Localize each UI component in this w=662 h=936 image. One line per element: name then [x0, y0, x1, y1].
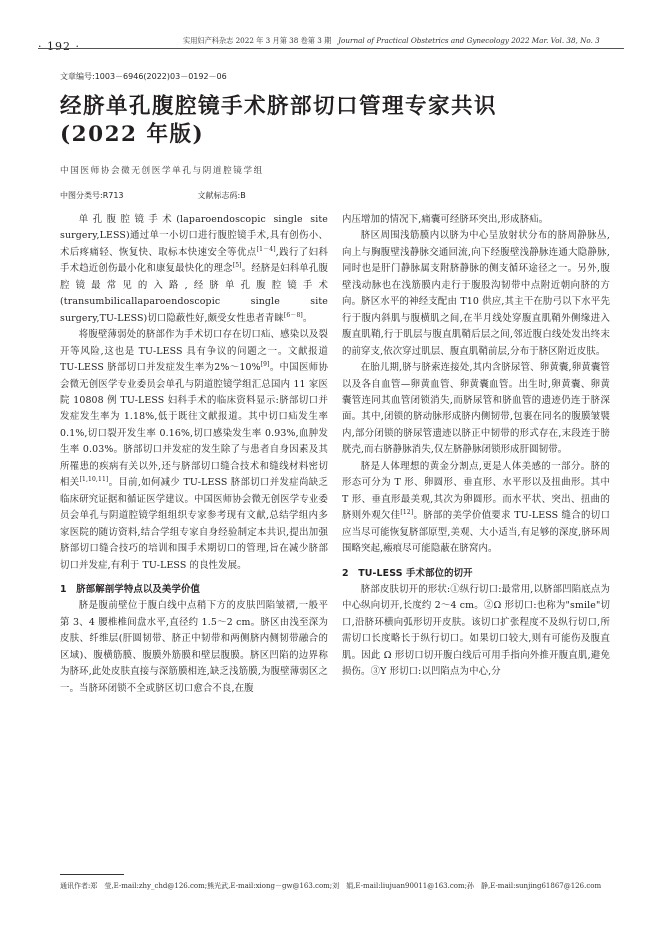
paper-title [60, 93, 497, 149]
authors: 中国医师协会微无创医学单孔与阴道腔镜学组 [60, 166, 264, 176]
journal-name-en: Journal of Practical Obstetrics and Gynecology 2022 Mar. Vol. 38, No. 3 [338, 36, 600, 45]
clc-number: 中图分类号:R713 [60, 191, 124, 200]
left-column [60, 212, 328, 697]
paragraph: 脐是人体理想的黄金分割点,更是人体美感的一部分。脐的形态可分为 T 形、卵圆形、垂直形、水平形以及扭曲形。其中 T 形、垂直形最美观,其次为卵圆形。而水平状、突出、扭曲的脐则外观欠佳[12]。脐部的美学价值要求 TU-LESS 缝合的切口应当尽可能恢复脐部原型,美观、大小适当,有足够的深度,脐环周围略突起,瘢痕尽可能隐蔽在脐窝内。 [342, 460, 611, 555]
citation: [1,10,11] [79, 476, 109, 484]
page-number: · 192 · [38, 40, 80, 53]
running-head [183, 36, 623, 46]
citation: [5] [232, 262, 242, 270]
citation: [9] [260, 360, 270, 368]
citation: [6－8] [283, 311, 303, 319]
footnote-rule [60, 874, 124, 875]
article-number: 文章编号:1003－6946(2022)03－0192－06 [60, 72, 227, 81]
citation: [12] [400, 509, 414, 517]
journal-name-cn: 实用妇产科杂志 2022 年 3 月第 38 卷第 3 期 [183, 36, 332, 45]
paragraph: 将腹壁薄弱处的脐部作为手术切口存在切口疝、感染以及裂开等风险,这也是 TU-LESS 具有争议的问题之一。文献报道 TU-LESS 脐部切口并发症发生率为2%～10%[9]。中国医师协会微无创医学专业委员会单孔与阴道腔镜学组汇总国内 11 家医院 10808 例 TU-LESS 妇科手术的临床资料显示:脐部切口并发症发生率为 1.18%,低于既往文献报道。其中切口疝发生率 0.1%,切口裂开发生率 0.16%,切口感染发生率 0.93%,血肿发生率 0.03%。脐部切口并发症的发生除了与患者自身因素及其所罹患的疾病有关以外,还与脐部切口缝合技术和缝线材料密切相关[1,10,11]。目前,如何减少 TU-LESS 脐部切口并发症尚缺乏临床研究证据和循证医学建议。中国医师协会微无创医学专业委员会单孔与阴道腔镜学组组织专家参考现有文献,总结学组内多家医院的随访资料,结合学组专家自身经验制定本共识,提出加强脐部切口缝合技巧的培训和围手术期切口的管理,旨在减少脐部切口并发症,有利于 TU-LESS 的良性发展。 [60, 329, 328, 571]
citation: [1－4] [256, 245, 276, 253]
paragraph: 内压增加的情况下,痛囊可经脐环突出,形成脐疝。 [342, 214, 549, 225]
paragraph: 在胎儿期,脐与脐索连接处,其内含脐尿管、卵黄囊,卵黄囊管以及各自血管—卵黄血管、卵黄囊血管。出生时,卵黄囊、卵黄囊管连同其血管闭锁消失,而脐尿管和脐血管的遗迹仍连于脐深面。其中,闭锁的脐动脉形成脐内侧韧带,包裹在同名的腹膜皱襞内,部分闭锁的脐尿管遗迹以脐正中韧带的形式存在,末段连于膀胱壳,而右脐静脉消失,仅左脐静脉闭锁形成肝圆韧带。 [342, 362, 610, 456]
title-line-1: 经脐单孔腹腔镜手术脐部切口管理专家共识 [60, 94, 498, 119]
paragraph: 脐部皮肤切开的形状:①纵行切口:最常用,以脐部凹陷底点为中心纵向切开,长度约 2～4 cm。②Ω 形切口:也称为"smile"切口,沿脐环横向弧形切开皮肤。该切口扩张程度不及纵行切口,所需切口长度略长于纵行切口。如果切口较大,则有可能伤及腹直肌。因此 Ω 形切口切开腹白线后可用手指向外推开腹直肌,避免损伤。③Y 形切口:以凹陷点为中心,分 [342, 583, 610, 678]
right-column [342, 212, 610, 681]
paragraph: 单孔腹腔镜手术(laparoendoscopic single site surgery,LESS)通过单一小切口进行腹腔镜手术,具有创伤小、术后疼痛轻、恢复快、取标本快速安全等优点[1－4],践行了妇科手术趋近创伤最小化和康复最快化的理念[5]。经脐是妇科单孔腹腔镜最常见的入路,经脐单孔腹腔镜手术(transumbilicallaparoendoscopic single site surgery,TU-LESS)切口隐蔽性好,颇受女性患者青睐[6－8]。 [60, 214, 329, 324]
title-line-2: (2022 年版) [60, 122, 205, 147]
paragraph: 脐区周围浅筋膜内以脐为中心呈放射状分布的脐周静脉丛,向上与胸腹壁浅静脉交通回流,向下经腹壁浅静脉连通大隐静脉,同时也是肝门静脉属支附脐静脉的侧支循环途径之一。另外,腹壁浅动脉也在浅筋膜内走行于腹股沟韧带中点附近朝向脐的方向。脐区水平的神经支配由 T10 供应,其主干在肋弓以下水平先行于腹内斜肌与腹横肌之间,在半月线处穿腹直肌鞘外侧缘进入腹直肌鞘,行于肌层与腹直肌鞘后层之间,邻近腹白线处发出终末的前穿支,依次穿过肌层、腹直肌鞘前层,分布于脐区附近皮肤。 [342, 230, 610, 357]
paragraph: 脐是腹前壁位于腹白线中点稍下方的皮肤凹陷皱褶,一般平第 3、4 腰椎椎间盘水平,直径约 1.5～2 cm。脐区由浅至深为皮肤、纤维层(肝圆韧带、脐正中韧带和两侧脐内侧韧带融合的区域)、腹横筋膜、腹膜外筋膜和壁层腹膜。脐区凹陷的边界称为脐环,此处皮肤直接与深筋膜相连,缺乏浅筋膜,为腹壁薄弱区之一。当脐环闭锁不全或脐区切口愈合不良,在腹 [60, 600, 328, 694]
document-code: 文献标志码:B [197, 191, 246, 200]
classification-line [60, 190, 246, 201]
section-heading-2: 2 TU-LESS 手术部位的切开 [342, 567, 473, 579]
section-heading-1: 1 脐部解剖学特点以及美学价值 [60, 583, 201, 595]
corresponding-authors-footnote: 通讯作者:郑 莹,E-mail:zhy_chd@126.com;熊光武,E-mail:xiong－gw@163.com;刘 娟,E-mail:liujuan90011@163.com;孙 静,E-mail:sunjing61867@126.com [60, 882, 602, 890]
header-rule [38, 48, 624, 49]
